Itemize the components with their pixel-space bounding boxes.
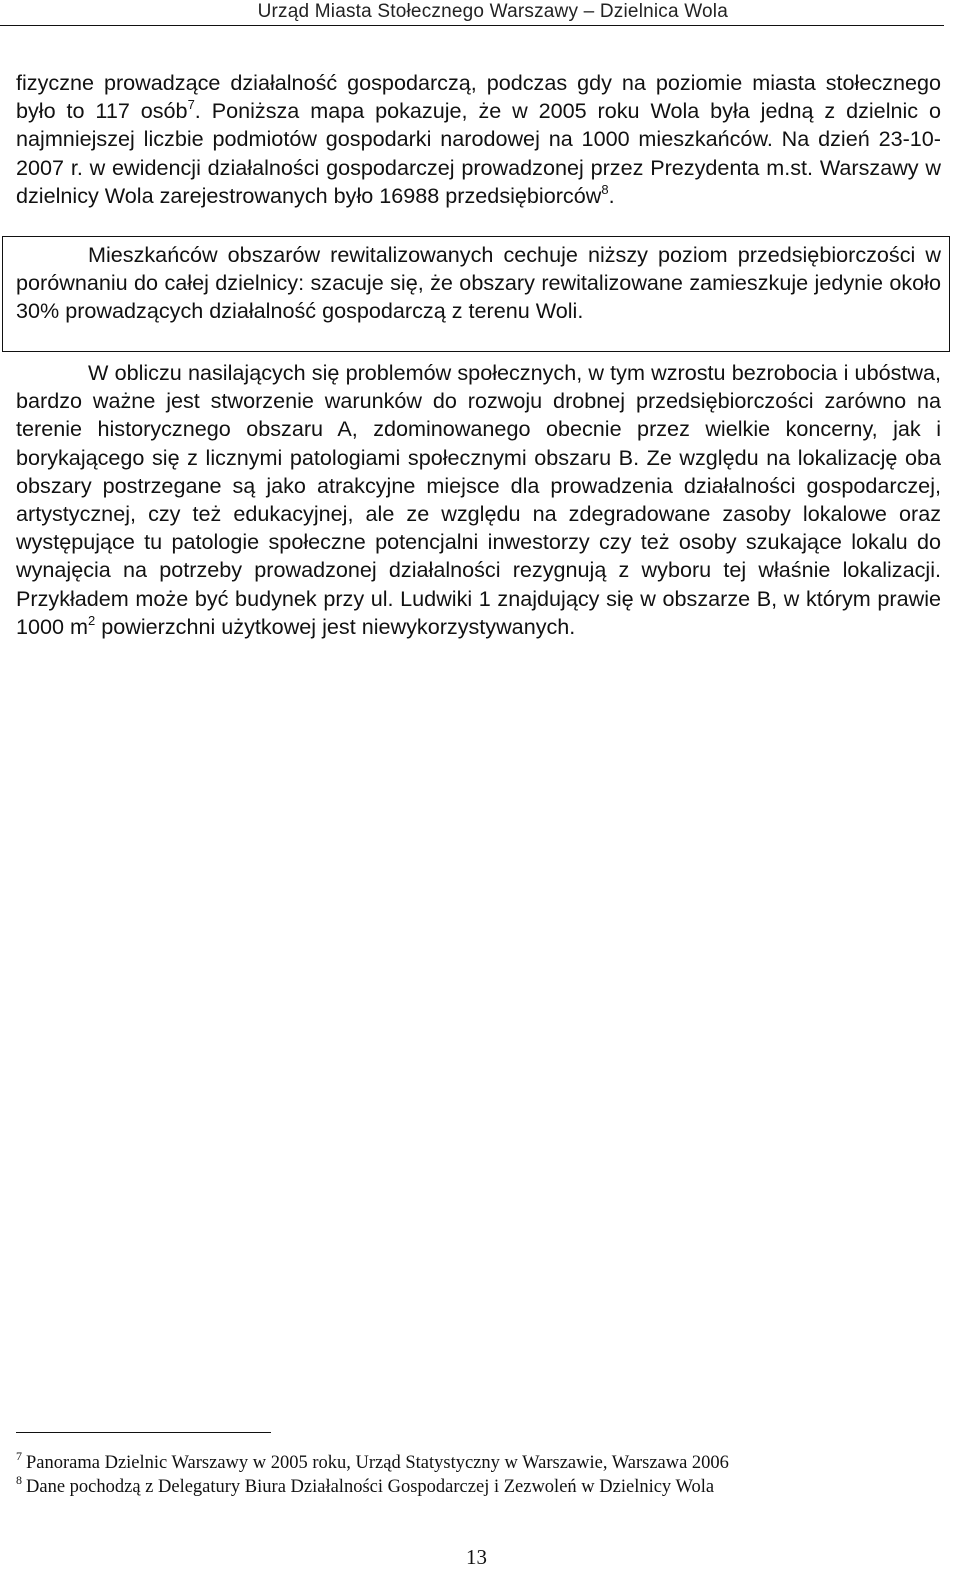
footnote-7 bbox=[16, 1449, 729, 1474]
page-header bbox=[0, 0, 944, 26]
footnote-number: 7 bbox=[16, 1449, 22, 1463]
footnote-separator bbox=[16, 1432, 271, 1433]
footnote-number: 8 bbox=[16, 1473, 22, 1487]
paragraph-small-business-conditions bbox=[16, 359, 941, 641]
footnote-text: Dane pochodzą z Delegatury Biura Działalności Gospodarczej i Zezwoleń w Dzielnicy Wola bbox=[26, 1477, 715, 1497]
footnote-ref-8[interactable]: 8 bbox=[601, 181, 609, 197]
footnote-ref-7[interactable]: 7 bbox=[187, 97, 195, 113]
header-title: Urząd Miasta Stołecznego Warszawy – Dzielnica Wola bbox=[257, 1, 728, 22]
paragraph-text: . bbox=[608, 182, 615, 208]
paragraph-text: powierzchni użytkowej jest niewykorzystywanych. bbox=[95, 613, 576, 639]
footnote-text: Panorama Dzielnic Warszawy w 2005 roku, Urząd Statystyczny w Warszawie, Warszawa 2006 bbox=[26, 1453, 729, 1473]
footnote-8 bbox=[16, 1473, 715, 1498]
paragraph-text: fizyczne prowadzące działalność gospodarczą, podczas gdy na poziomie miasta stołecznego było to 117 osób bbox=[16, 70, 941, 124]
paragraph-revitalized-areas: Mieszkańców obszarów rewitalizowanych cechuje niższy poziom przedsiębiorczości w porównaniu do całej dzielnicy: szacuje się, że obszary rewitalizowane zamieszkuje jedynie około 30% prowadzących działalność gospodarczą z terenu Woli. bbox=[16, 242, 941, 324]
page-number: 13 bbox=[466, 1545, 487, 1569]
paragraph-enterprises-statistics bbox=[16, 69, 941, 210]
superscript-2: 2 bbox=[88, 612, 96, 628]
paragraph-text: W obliczu nasilających się problemów społecznych, w tym wzrostu bezrobocia i ubóstwa, bardzo ważne jest stworzenie warunków do rozwoju drobnej przedsiębiorczości zarówno na terenie historycznego obszaru A, zdominowanego obecnie przez wielkie koncerny, jak i borykającego się z licznymi patologiami społecznymi obszaru B. Ze względu na lokalizację oba obszary postrzegane są jako atrakcyjne miejsce dla prowadzenia działalności gospodarczej, artystycznej, czy też edukacyjnej, ale ze względu na zdegradowane zasoby lokalowe oraz występujące tu patologie społeczne potencjalni inwestorzy czy też osoby szukające lokalu do wynajęcia na potrzeby prowadzonej działalności rezygnują z wyboru tej właśnie lokalizacji. Przykładem może być budynek przy ul. Ludwiki 1 znajdujący się w obszarze B, w którym prawie 1000 m bbox=[16, 360, 941, 639]
paragraph-text: . Poniższa mapa pokazuje, że w 2005 roku Wola była jedną z dzielnic o najmniejszej liczbie podmiotów gospodarki narodowej na 1000 mieszkańców. Na dzień 23-10-2007 r. w ewidencji działalności gospodarczej prowadzonej przez Prezydenta m.st. Warszawy w dzielnicy Wola zarejestrowanych było 16988 przedsiębiorców bbox=[16, 98, 941, 208]
